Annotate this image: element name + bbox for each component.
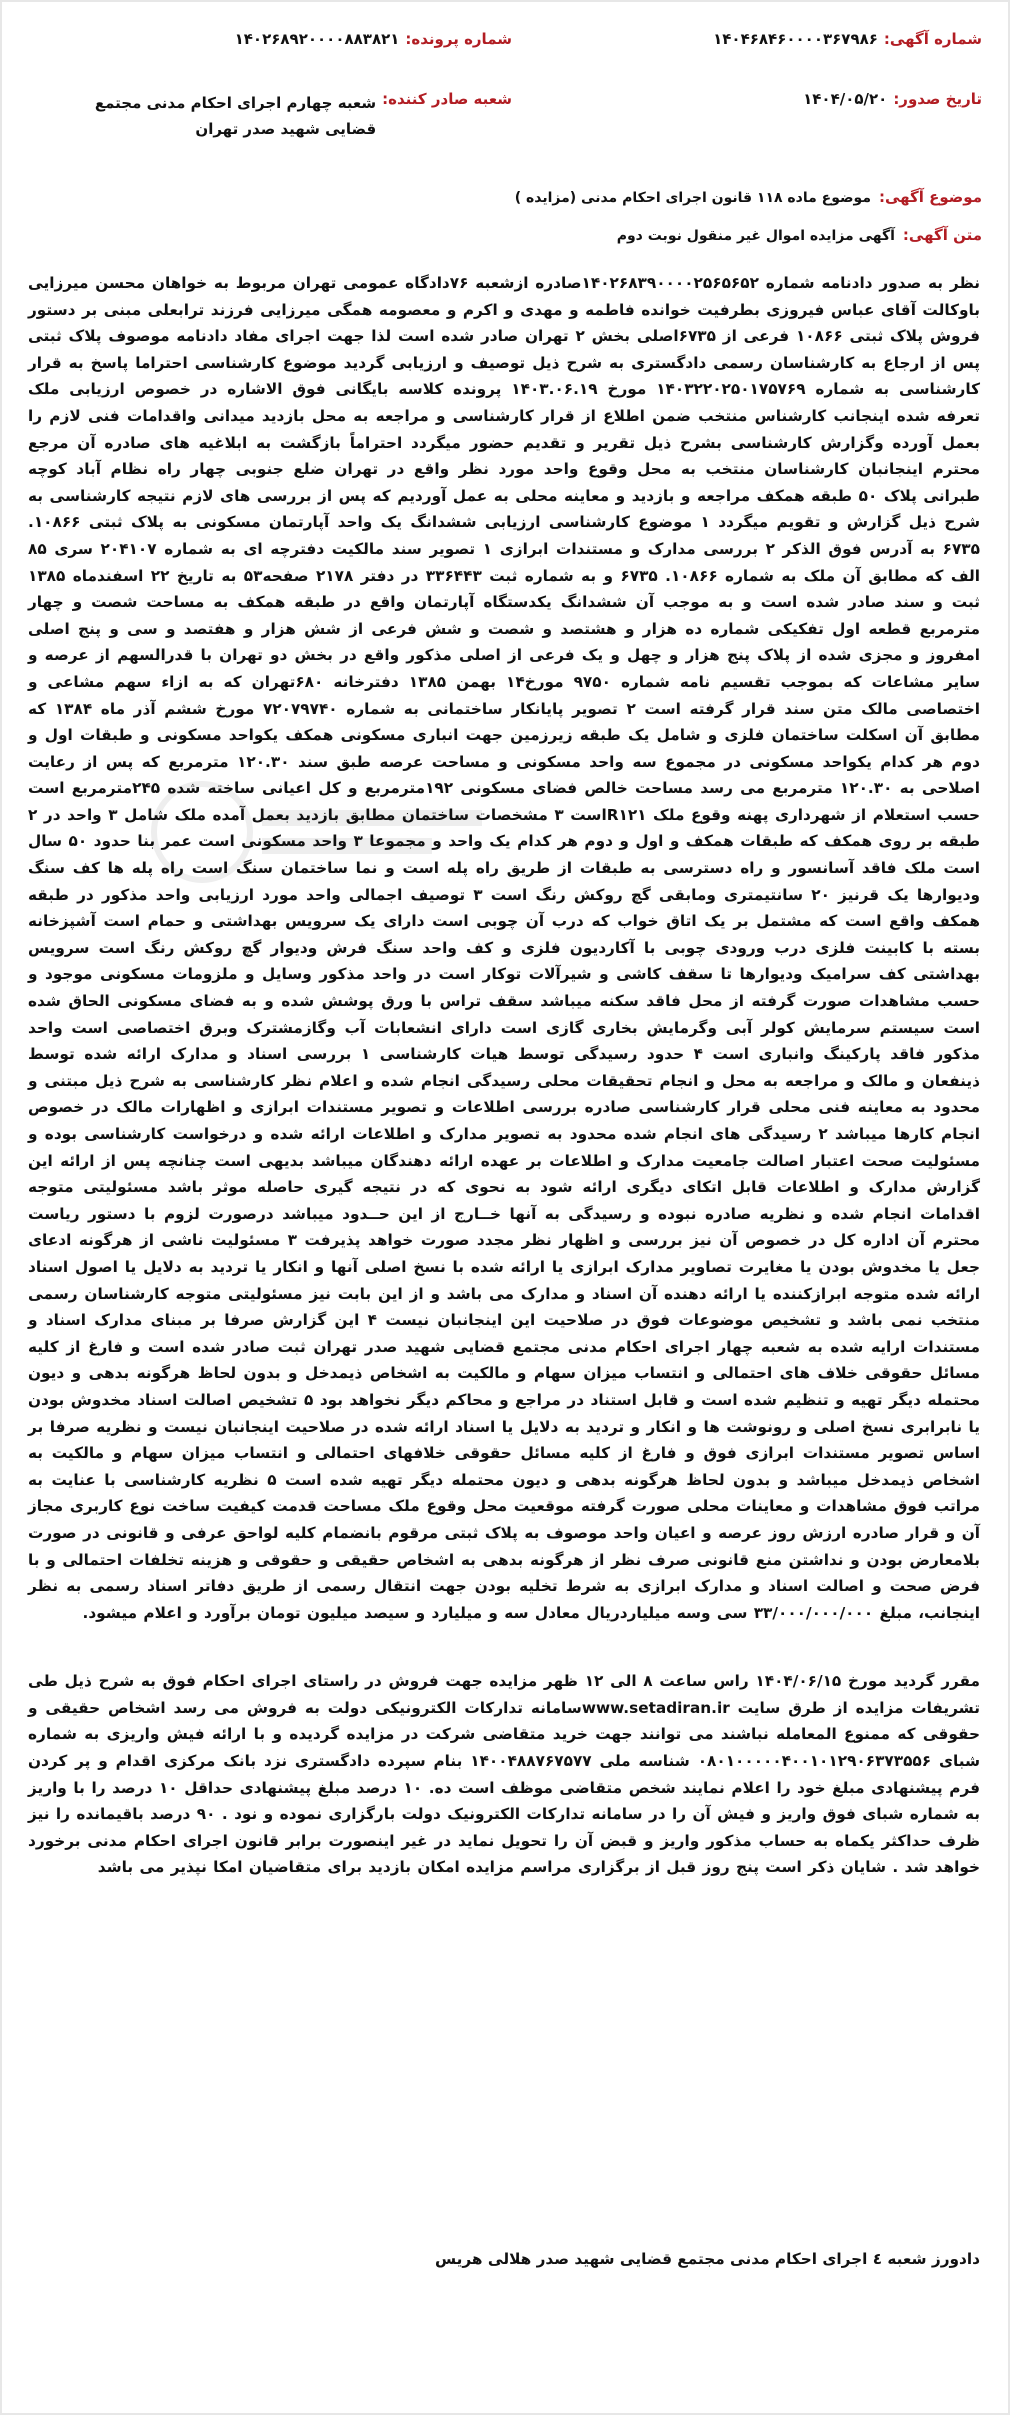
file-number-label: شماره پرونده: <box>405 30 512 48</box>
issue-date-field <box>542 90 982 108</box>
subject-value: موضوع ماده ۱۱۸ قانون اجرای احکام مدنی (مزایده ) <box>514 190 871 206</box>
file-number-field <box>42 30 512 48</box>
issue-date-value: ۱۴۰۴/۰۵/۲۰ <box>803 90 888 108</box>
subject-block <box>28 188 982 244</box>
issuer-value: شعبه چهارم اجرای احکام مدنی مجتمع قضایی شهید صدر تهران <box>94 94 377 138</box>
issuer-field <box>42 90 512 142</box>
signature-line: دادورز شعبه ٤ اجرای احکام مدنی مجتمع قضایی شهید صدر هلالی هریس <box>435 2250 980 2268</box>
ad-number-field <box>542 30 982 48</box>
ad-text-label: متن آگهی: <box>902 226 982 244</box>
file-number-value: ۱۴۰۲۶۸۹۲۰۰۰۰۸۸۳۸۲۱ <box>234 30 400 48</box>
ad-header <box>28 30 982 158</box>
subject-line <box>28 188 982 206</box>
ad-number-value: ۱۴۰۴۶۸۴۶۰۰۰۰۳۶۷۹۸۶ <box>713 30 878 48</box>
ad-text-value: آگهی مزایده اموال غیر منقول نوبت دوم <box>616 228 895 244</box>
body-paragraph-appraisal: نظر به صدور دادنامه شماره ۱۴۰۲۶۸۳۹۰۰۰۰۲۵۶۵۶۵۲صادره ازشعبه ۷۶دادگاه عمومی تهران مربوط به خواهان محسن میرزایی باوکالت آقای عباس فیروزی بطرفیت خوانده فاطمه و مهدی و اکرم و معصومه همگی میرزایی فرزند ترابعلی مبنی بر دستور فروش پلاک ثبتی ۱۰۸۶۶ فرعی از ۶۷۳۵اصلی بخش ۲ تهران صادر شده است لذا جهت اجرای مفاد دادنامه موصوف پلاک ثبتی پس از ارجاع به کارشناسان رسمی دادگستری به شرح ذیل توصیف و ارزیابی گردید موضوع کارشناسی احتراما پاسخ به قرار کارشناسی به شماره ۱۴۰۳۲۲۰۲۵۰۱۷۵۷۶۹ مورخ ۱۴۰۳.۰۶.۱۹ پرونده کلاسه بایگانی فوق الاشاره در خصوص ارزیابی ملک تعرفه شده اینجانب کارشناس منتخب ضمن اطلاع از قرار کارشناسی و مراجعه به محل بازدید میدانی واقدامات فنی لازم را بعمل آورده وگزارش کارشناسی بشرح ذیل تقریر و تقدیم حضور میگردد احتراماً بازگشت به ابلاغیه های صادره آن مرجع محترم اینجانبان کارشناسان منتخب به محل وقوع واحد مورد نظر واقع در تهران ضلع جنوبی چهار راه نظام آباد کوچه طبرانی پلاک ۵۰ طبقه همکف مراجعه و بازدید و معاینه محلی به عمل آوردیم که پس از بررسی های لازم نتیجه کارشناسی به شرح ذیل گزارش و تقویم میگردد ۱ موضوع کارشناسی ارزیابی ششدانگ یک واحد آپارتمان مسکونی به پلاک ثبتی ۱۰۸۶۶. ۶۷۳۵ به آدرس فوق الذکر ۲ بررسی مدارک و مستندات ابرازی ۱ تصویر سند مالکیت دفترچه ای به شماره ۲۰۴۱۰۷ سری ۸۵ الف که مطابق آن ملک به شماره ۱۰۸۶۶. ۶۷۳۵ و به شماره ثبت ۳۳۶۴۴۳ در دفتر ۲۱۷۸ صفحه۵۳ به تاریخ ۲۲ اسفندماه ۱۳۸۵ ثبت و سند صادر شده است و به موجب آن ششدانگ یکدستگاه آپارتمان واقع در طبقه همکف به مساحت شصت و چهار مترمربع قطعه اول تفکیکی شماره ده هزار و هشتصد و شصت و شش فرعی از شش هزار و هفتصد و سی و پنج اصلی امفروز و مجزی شده از پلاک پنج هزار و چهل و یک فرعی از اصلی مذکور واقع در بخش دو تهران با قدرالسهم از عرصه و سایر مشاعات که بموجب تقسیم نامه شماره ۹۷۵۰ مورخ۱۴ بهمن ۱۳۸۵ دفترخانه ۶۸۰تهران که به ازاء سهم مشاعی و اختصاصی مالک متن سند قرار گرفته است ۲ تصویر پایانکار ساختمانی به شماره ۷۲۰۷۹۷۴۰ مورخ ششم آذر ماه ۱۳۸۴ که مطابق آن اسکلت ساختمان فلزی و شامل یک طبقه زیرزمین جهت انباری مسکونی همکف یکواحد مسکونی و طبقات اول و دوم هر کدام یکواحد مسکونی در مجموع سه واحد مسکونی و مساحت عرصه طبق سند ۱۲۰.۳۰ مترمربع که پس از رعایت اصلاحی به ۱۲۰.۳۰ مترمربع می رسد مساحت خالص فضای مسکونی ۱۹۲مترمربع و کل اعیانی ساخته شده ۲۴۵مترمربع است حسب استعلام از شهرداری پهنه وقوع ملک R۱۲۱است ۳ مشخصات ساختمان مطابق بازدید بعمل آمده ملک شامل ۳ واحد در ۲ طبقه بر روی همکف که طبقات همکف و اول و دوم هر کدام یک واحد و مجموعا ۳ واحد مسکونی است عمر بنا حدود ۵۰ سال است ملک فاقد آسانسور و راه دسترسی به طبقات از طریق راه پله است و نما ساختمان سنگ است راه پله ها کف سنگ ودیوارها یک قرنیز ۲۰ سانتیمتری ومابقی گچ روکش رنگ است ۳ توصیف اجمالی واحد مورد ارزیابی واحد مذکور در طبقه همکف واقع است که مشتمل بر یک اتاق خواب که درب آن چوبی است دارای یک سرویس بهداشتی و حمام است آشپزخانه بسته با کابینت فلزی درب ورودی چوبی با آکاردیون فلزی و کف واحد سنگ فرش ودیوار گچ روکش رنگ است سرویس بهداشتی کف سرامیک ودیوارها تا سقف کاشی و شیرآلات توکار است در واحد مذکور وسایل و ملزومات مسکونی موجود و حسب مشاهدات صورت گرفته از محل فاقد سکنه میباشد سقف تراس با ورق پوشش شده و به فضای مسکونی الحاق شده است سیستم سرمایش کولر آبی وگرمایش بخاری گازی است دارای انشعابات آب وگازمشترک وبرق اختصاصی است واحد مذکور فاقد پارکینگ وانباری است ۴ حدود رسیدگی توسط هیات کارشناسی ۱ بررسی اسناد و مدارک ارائه شده توسط ذینفعان و مالک و مراجعه به محل و انجام تحقیقات محلی رسیدگی انجام شده و اعلام نظر کارشناسی به شرح ذیل مبتنی و محدود به معاینه فنی محلی قرار کارشناسی صادره بررسی اطلاعات و تصویر مستندات ابرازی و اظهارات مالک در خصوص انجام کارها میباشد ۲ رسیدگی های انجام شده محدود به تصویر مدارک و اطلاعات ارائه شده و درخواست کارشناسی بوده و مسئولیت صحت اعتبار اصالت جامعیت مدارک و اطلاعات بر عهده ارائه دهندگان میباشد بدیهی است چنانچه پس از ارائه این گزارش مدارک و اطلاعات قابل اتکای دیگری ارائه شود به نحوی که در نتیجه گیری حاصله موثر باشد مسئولیتی متوجه اقدامات انجام شده و نظریه صادره نبوده و رسیدگی به آنها خــارج از این حــدود میباشد درصورت لزوم با دستور ریاست محترم آن اداره کل در خصوص آن نیز بررسی و اظهار نظر مجدد صورت خواهد پذیرفت ۳ مسئولیت ناشی از هرگونه ادعای جعل یا مخدوش بودن یا مغایرت تصاویر مدارک ابرازی یا ارائه شده با نسخ اصلی آنها و انکار یا تردید به دلایل یا اصول اسناد ارائه شده متوجه ابرازکننده یا ارائه دهنده آن اسناد و مدارک می باشد و از این بابت نیز مسئولیتی متوجه کارشناسان رسمی منتخب نمی باشد و تشخیص موضوعات فوق در صلاحیت این اینجانبان نیست ۴ این گزارش صرفا بر مبنای مدارک اسناد و مستندات ارایه شده به شعبه چهار اجرای احکام مدنی مجتمع قضایی شهید صدر تهران ثبت صادر شده است و فارغ از کلیه مسائل حقوقی خلاف های احتمالی و انتساب میزان سهام و مالکیت به اشخاص ذیمدخل و بدون لحاظ هرگونه بدهی و دیون محتمله دیگر تهیه و تنظیم شده است و قابل استناد در مراجع و محاکم دیگر نخواهد بود ۵ تشخیص اصالت اسناد مخدوش بودن یا نابرابری نسخ اصلی و رونوشت ها و انکار و تردید به دلایل یا اسناد ارائه شده در صلاحیت اینجانبان نیست و نظریه صرفا بر اساس تصویر مستندات ابرازی فوق و فارغ از کلیه مسائل حقوقی خلافهای احتمالی و انتساب میزان سهام و مالکیت به اشخاص ذیمدخل میباشد و بدون لحاظ هرگونه بدهی و دیون محتمله دیگر تهیه شده است ۵ نظریه کارشناسی با عنایت به مراتب فوق مشاهدات و معاینات محلی صورت گرفته موقعیت محل وقوع ملک مساحت قدمت کیفیت ساخت نوع کاربری مجاز آن و قرار صادره ارزش روز عرصه و اعیان واحد موصوف به پلاک ثبتی مرقوم بانضمام کلیه لواحق عرفی و قانونی در صورت بلامعارض بودن و نداشتن منع قانونی صرف نظر از هرگونه بدهی به اشخاص حقیقی و حقوقی و هزینه تخلفات احتمالی و با فرض صحت و اصالت اسناد و مدارک ابرازی به شرط تخلیه بودن جهت انتقال رسمی از طریق دفاتر اسناد رسمی به نظر اینجانب، مبلغ ۳۳/۰۰۰/۰۰۰/۰۰۰ سی وسه میلیاردریال معادل سه و میلیارد و سیصد میلیون تومان برآورد و اعلام میشود. <box>28 274 981 1622</box>
issue-date-label: تاریخ صدور: <box>893 90 982 108</box>
body-paragraph-auction-terms: مقرر گردید مورخ ۱۴۰۴/۰۶/۱۵ راس ساعت ۸ الی ۱۲ ظهر مزایده جهت فروش در راستای اجرای احکام فوق به شرح ذیل طی تشریفات مزایده از طرق سایت www.setadiran.irسامانه تدارکات الکترونیکی دولت به فروش می رسد اشخاص حقیقی و حقوقی که ممنوع المعامله نباشند می توانند جهت خرید متقاضی شرکت در مزایده گردیده و با ارائه فیش واریزی به شماره شبای ۰۸۰۱۰۰۰۰۰۴۰۰۱۰۱۲۹۰۶۳۷۳۵۵۶ شناسه ملی ۱۴۰۰۴۸۸۷۶۷۵۷۷ بنام سپرده دادگستری نزد بانک مرکزی اقدام و پر کردن فرم پیشنهادی مبلغ خود را اعلام نمایند شخص متقاضی موظف است ده. ۱۰ درصد مبلغ پیشنهادی حداقل ۱۰ درصد را با واریز به شماره شبای فوق واریز و فیش آن را در سامانه تدارکات الکترونیک دولت بارگزاری نموده و نود . ۹۰ درصد باقیمانده را نیز ظرف حداکثر یکماه به حساب مذکور واریز و قبض آن را تحویل نماید در غیر اینصورت برابر قانون اجرای احکام مدنی برخورد خواهد شد . شایان ذکر است پنج روز قبل از برگزاری مراسم مزایده امکان بازدید برای متقاضیان امکا نپذیر می باشد <box>28 1672 980 1877</box>
ad-number-label: شماره آگهی: <box>883 30 982 48</box>
ad-text-line <box>28 226 982 244</box>
subject-label: موضوع آگهی: <box>878 188 982 206</box>
ad-body <box>28 270 980 1881</box>
issuer-label: شعبه صادر کننده: <box>382 90 512 108</box>
